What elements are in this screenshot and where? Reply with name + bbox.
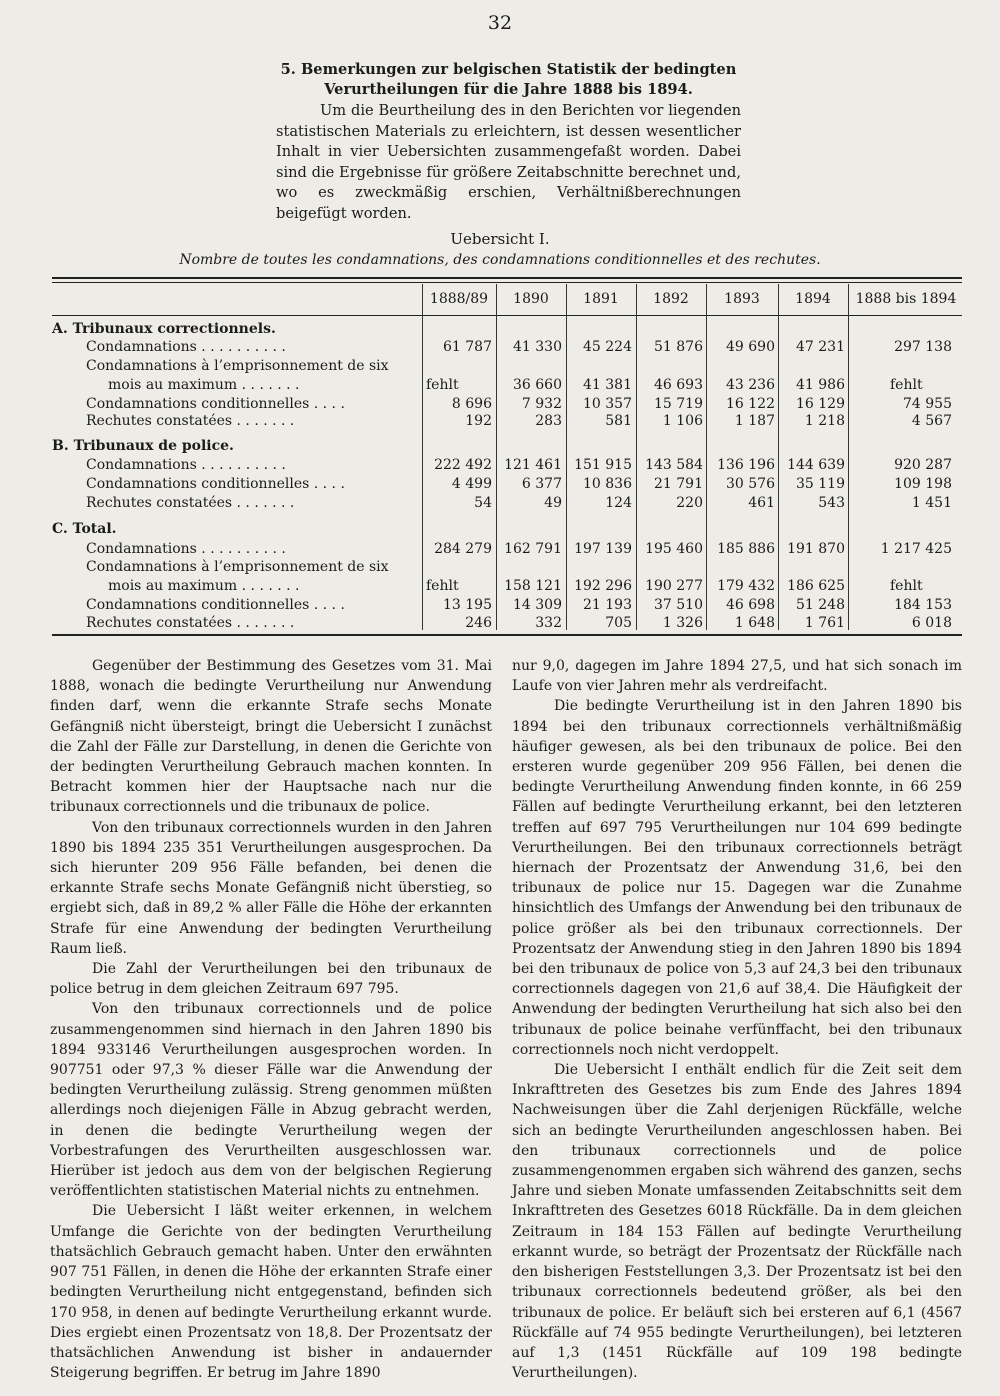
column-divider <box>706 284 707 630</box>
table-cell: 46 693 <box>654 377 703 393</box>
table-cell: 1 326 <box>662 615 703 631</box>
table-subtitle: Nombre de toutes les condamnations, des condamnations conditionnelles et des rechutes. <box>179 252 821 268</box>
table-cell: 16 122 <box>726 396 775 412</box>
table-title: Uebersicht I. <box>450 230 550 248</box>
table-cell: 1 761 <box>804 615 845 631</box>
table-cell: 36 660 <box>513 377 562 393</box>
row-label-continuation: mois au maximum . . . . . . . <box>108 578 300 594</box>
table-cell: 920 287 <box>894 457 952 473</box>
row-label: Condamnations . . . . . . . . . . <box>86 457 286 473</box>
table-cell: 143 584 <box>645 457 703 473</box>
table-cell: 461 <box>748 495 775 511</box>
table-cell: 185 886 <box>717 541 775 557</box>
section-title: B. Tribunaux de police. <box>52 438 234 454</box>
table-cell: 144 639 <box>787 457 845 473</box>
table-cell: 15 719 <box>654 396 703 412</box>
table-cell: 179 432 <box>717 578 775 594</box>
row-label: Rechutes constatées . . . . . . . <box>86 495 295 511</box>
table-cell: 192 296 <box>574 578 632 594</box>
table-cell: 151 915 <box>574 457 632 473</box>
table-cell: 184 153 <box>894 597 952 613</box>
left-text-column <box>50 656 492 1383</box>
paragraph: Die Uebersicht I läßt weiter erkennen, in welchem Umfange die Gerichte von der bedingten Verurtheilung thatsächlich Gebrauch gemacht haben. Unter den erwähnten 907 751 Fällen, in denen die Höhe der erkannten Strafe einer bedingten Verurtheilung nicht entgegenstand, befinden sich 170 958, in denen auf bedingte Verurtheilung erkannt wurde. Dies ergiebt einen Prozentsatz von 18,8. Der Prozentsatz der thatsächlichen Anwendung ist bisher in andauernder Steigerung begriffen. Er betrug im Jahre 1890 <box>50 1203 492 1382</box>
table-cell: 283 <box>535 413 562 429</box>
table-cell: 21 791 <box>654 476 703 492</box>
table-cell: 45 224 <box>583 339 632 355</box>
table-cell: 21 193 <box>583 597 632 613</box>
table-cell: 1 217 425 <box>880 541 952 557</box>
table-cell: 1 106 <box>662 413 703 429</box>
row-label: Condamnations conditionnelles . . . . <box>86 597 345 613</box>
table-cell: fehlt <box>890 377 923 393</box>
column-divider <box>496 284 497 630</box>
table-bottom-rule <box>52 634 962 636</box>
year-header: 1893 <box>724 291 760 307</box>
table-cell: 54 <box>474 495 492 511</box>
table-cell: 136 196 <box>717 457 775 473</box>
table-cell: 162 791 <box>504 541 562 557</box>
table-cell: 43 236 <box>726 377 775 393</box>
table-cell: 47 231 <box>796 339 845 355</box>
table-cell: 191 870 <box>787 541 845 557</box>
column-divider <box>636 284 637 630</box>
table-cell: 7 932 <box>521 396 562 412</box>
right-text-column <box>512 656 962 1383</box>
paragraph: nur 9,0, dagegen im Jahre 1894 27,5, und hat sich sonach im Laufe von vier Jahren mehr als verdreifacht. <box>512 658 962 695</box>
table-cell: 1 187 <box>734 413 775 429</box>
table-cell: fehlt <box>426 578 459 594</box>
table-cell: 222 492 <box>434 457 492 473</box>
column-divider <box>778 284 779 630</box>
table-cell: 41 381 <box>583 377 632 393</box>
row-label: Condamnations conditionnelles . . . . <box>86 396 345 412</box>
table-cell: 192 <box>465 413 492 429</box>
row-label: Condamnations à l’emprisonnement de six <box>86 358 389 374</box>
table-cell: 46 698 <box>726 597 775 613</box>
row-label: Condamnations . . . . . . . . . . <box>86 339 286 355</box>
table-cell: 41 330 <box>513 339 562 355</box>
paragraph: Von den tribunaux correctionnels und de police zusammengenommen sind hiernach in den Jahren 1890 bis 1894 933146 Verurtheilungen ausgesprochen worden. In 907751 oder 97,3 % dieser Fälle war die Anwendung der bedingten Verurtheilung zulässig. Streng genommen müßten allerdings noch diejenigen Fälle in Abzug gebracht werden, in denen die bedingte Verurtheilung wegen der Vorbestrafungen des Verurtheilten ausgeschlossen war. Hierüber ist jedoch aus dem von der belgischen Regierung veröffentlichten statistischen Material nichts zu entnehmen. <box>50 1001 492 1200</box>
year-header: 1892 <box>653 291 689 307</box>
table-cell: 190 277 <box>645 578 703 594</box>
table-cell: 705 <box>605 615 632 631</box>
table-cell: 4 499 <box>451 476 492 492</box>
year-header: 1891 <box>583 291 619 307</box>
table-cell: 158 121 <box>504 578 562 594</box>
table-cell: 8 696 <box>451 396 492 412</box>
paragraph: Die bedingte Verurtheilung ist in den Jahren 1890 bis 1894 bei den tribunaux correctionnels verhältnißmäßig häufiger gewesen, als bei den tribunaux de police. Bei den ersteren wurde gegenüber 209 956 Fällen, bei denen die bedingte Verurtheilung Anwendung finden konnte, in 66 259 Fällen auf bedingte Verurtheilung erkannt, bei den letzteren treffen auf 697 795 Verurtheilungen nur 104 699 bedingte Verurtheilungen. Bei den tribunaux correctionnels beträgt hiernach der Prozentsatz der Anwendung 31,6, bei den tribunaux de police nur 15. Dagegen war die Zunahme hinsichtlich des Umfangs der Anwendung bei den tribunaux de police größer als bei den tribunaux correctionnels. Der Prozentsatz der Anwendung stieg in den Jahren 1890 bis 1894 bei den tribunaux de police von 5,3 auf 24,3 bei den tribunaux correctionnels dagegen von 21,6 auf 38,4. Die Häufigkeit der Anwendung der bedingten Verurtheilung hat sich also bei den tribunaux de police beinahe verfünffacht, bei den tribunaux correctionnels noch nicht verdoppelt. <box>512 698 962 1058</box>
table-cell: 195 460 <box>645 541 703 557</box>
year-header: 1888/89 <box>429 291 489 307</box>
table-cell: 14 309 <box>513 597 562 613</box>
table-cell: 220 <box>676 495 703 511</box>
paragraph: Gegenüber der Bestimmung des Gesetzes vom 31. Mai 1888, wonach die bedingte Verurtheilung nur Anwendung finden darf, wenn die erkannte Strafe sechs Monate Gefängniß nicht übersteigt, bringt die Uebersicht I zunächst die Zahl der Fälle zur Darstellung, in denen die Gerichte von der bedingten Verurtheilung Gebrauch machen konnten. In Betracht kommen hier der Hauptsache nach nur die tribunaux correctionnels und die tribunaux de police. <box>50 658 492 816</box>
table-cell: fehlt <box>426 377 459 393</box>
year-header: 1894 <box>795 291 831 307</box>
section-title: A. Tribunaux correctionnels. <box>52 321 276 337</box>
row-label-continuation: mois au maximum . . . . . . . <box>108 377 300 393</box>
table-cell: 49 690 <box>726 339 775 355</box>
column-divider <box>848 284 849 630</box>
table-cell: 109 198 <box>894 476 952 492</box>
table-cell: 35 119 <box>796 476 845 492</box>
table-cell: 543 <box>818 495 845 511</box>
table-cell: 16 129 <box>796 396 845 412</box>
table-cell: 74 955 <box>903 396 952 412</box>
row-label: Condamnations conditionnelles . . . . <box>86 476 345 492</box>
table-cell: 581 <box>605 413 632 429</box>
table-cell: 284 279 <box>434 541 492 557</box>
intro-paragraph: Um die Beurtheilung des in den Berichten vor liegenden statistischen Materials zu erleichtern, ist dessen wesentlicher Inhalt in vier Uebersichten zusammengefaßt worden. Dabei sind die Ergebnisse für größere Zeitabschnitte berechnet und, wo es zweckmäßig erschien, Verhältnißberechnungen beigefügt worden. <box>276 102 741 222</box>
intro-section <box>276 60 741 224</box>
table-cell: 6 377 <box>521 476 562 492</box>
table-cell: 1 218 <box>804 413 845 429</box>
table-cell: 1 648 <box>734 615 775 631</box>
year-header: 1888 bis 1894 <box>855 291 957 307</box>
row-label: Rechutes constatées . . . . . . . <box>86 615 295 631</box>
table-cell: 121 461 <box>504 457 562 473</box>
table-cell: fehlt <box>890 578 923 594</box>
table-cell: 1 451 <box>911 495 952 511</box>
table-top-rule <box>52 277 962 279</box>
table-cell: 297 138 <box>894 339 952 355</box>
table-cell: 10 836 <box>583 476 632 492</box>
row-label: Condamnations . . . . . . . . . . <box>86 541 286 557</box>
page-number: 32 <box>487 12 513 34</box>
section-heading: 5. Bemerkungen zur belgischen Statistik der bedingten Verurtheilungen für die Jahre 1888 bis 1894. <box>280 61 737 98</box>
column-divider <box>422 284 423 630</box>
table-cell: 6 018 <box>911 615 952 631</box>
column-divider <box>566 284 567 630</box>
table-cell: 10 357 <box>583 396 632 412</box>
year-header: 1890 <box>513 291 549 307</box>
table-cell: 51 248 <box>796 597 845 613</box>
table-cell: 197 139 <box>574 541 632 557</box>
table-cell: 37 510 <box>654 597 703 613</box>
table-cell: 61 787 <box>443 339 492 355</box>
row-label: Rechutes constatées . . . . . . . <box>86 413 295 429</box>
table-cell: 246 <box>465 615 492 631</box>
paragraph: Von den tribunaux correctionnels wurden in den Jahren 1890 bis 1894 235 351 Verurtheilungen ausgesprochen. Da sich hierunter 209 956 Fälle befanden, bei denen die erkannte Strafe sechs Monate Gefängniß nicht überstieg, so ergiebt sich, daß in 89,2 % aller Fälle die Höhe der erkannten Strafe für eine Anwendung der bedingten Verurtheilung Raum ließ. <box>50 819 492 957</box>
header-rule <box>52 315 962 316</box>
table-cell: 186 625 <box>787 578 845 594</box>
table-top-rule-thin <box>52 282 962 283</box>
paragraph: Die Uebersicht I enthält endlich für die Zeit seit dem Inkrafttreten des Gesetzes bis zum Ende des Jahres 1894 Nachweisungen über die Zahl derjenigen Rückfälle, welche sich an bedingte Verurtheilunden angeschlossen haben. Bei den tribunaux correctionnels und de police zusammengenommen ergaben sich während des ganzen, sechs Jahre und sieben Monate umfassenden Zeitabschnitts seit dem Inkrafttreten des Gesetzes 6018 Rückfälle. Da in dem gleichen Zeitraum in 184 153 Fällen auf bedingte Verurtheilung erkannt wurde, so beträgt der Prozentsatz der Rückfälle nach den bisherigen Feststellungen 3,3. Der Prozentsatz ist bei den tribunaux correctionnels bedeutend größer, als bei den tribunaux de police. Er beläuft sich bei ersteren auf 6,1 (4567 Rückfälle auf 74 955 bedingte Verurtheilungen), bei letzteren auf 1,3 (1451 Rückfälle auf 109 198 bedingte Verurtheilungen). <box>512 1062 962 1382</box>
table-cell: 124 <box>605 495 632 511</box>
table-cell: 332 <box>535 615 562 631</box>
table-cell: 30 576 <box>726 476 775 492</box>
table-cell: 4 567 <box>911 413 952 429</box>
table-cell: 51 876 <box>654 339 703 355</box>
table-cell: 49 <box>544 495 562 511</box>
table-cell: 13 195 <box>443 597 492 613</box>
section-title: C. Total. <box>52 521 117 537</box>
row-label: Condamnations à l’emprisonnement de six <box>86 559 389 575</box>
paragraph: Die Zahl der Verurtheilungen bei den tribunaux de police betrug in dem gleichen Zeitraum 697 795. <box>50 961 492 998</box>
table-cell: 41 986 <box>796 377 845 393</box>
